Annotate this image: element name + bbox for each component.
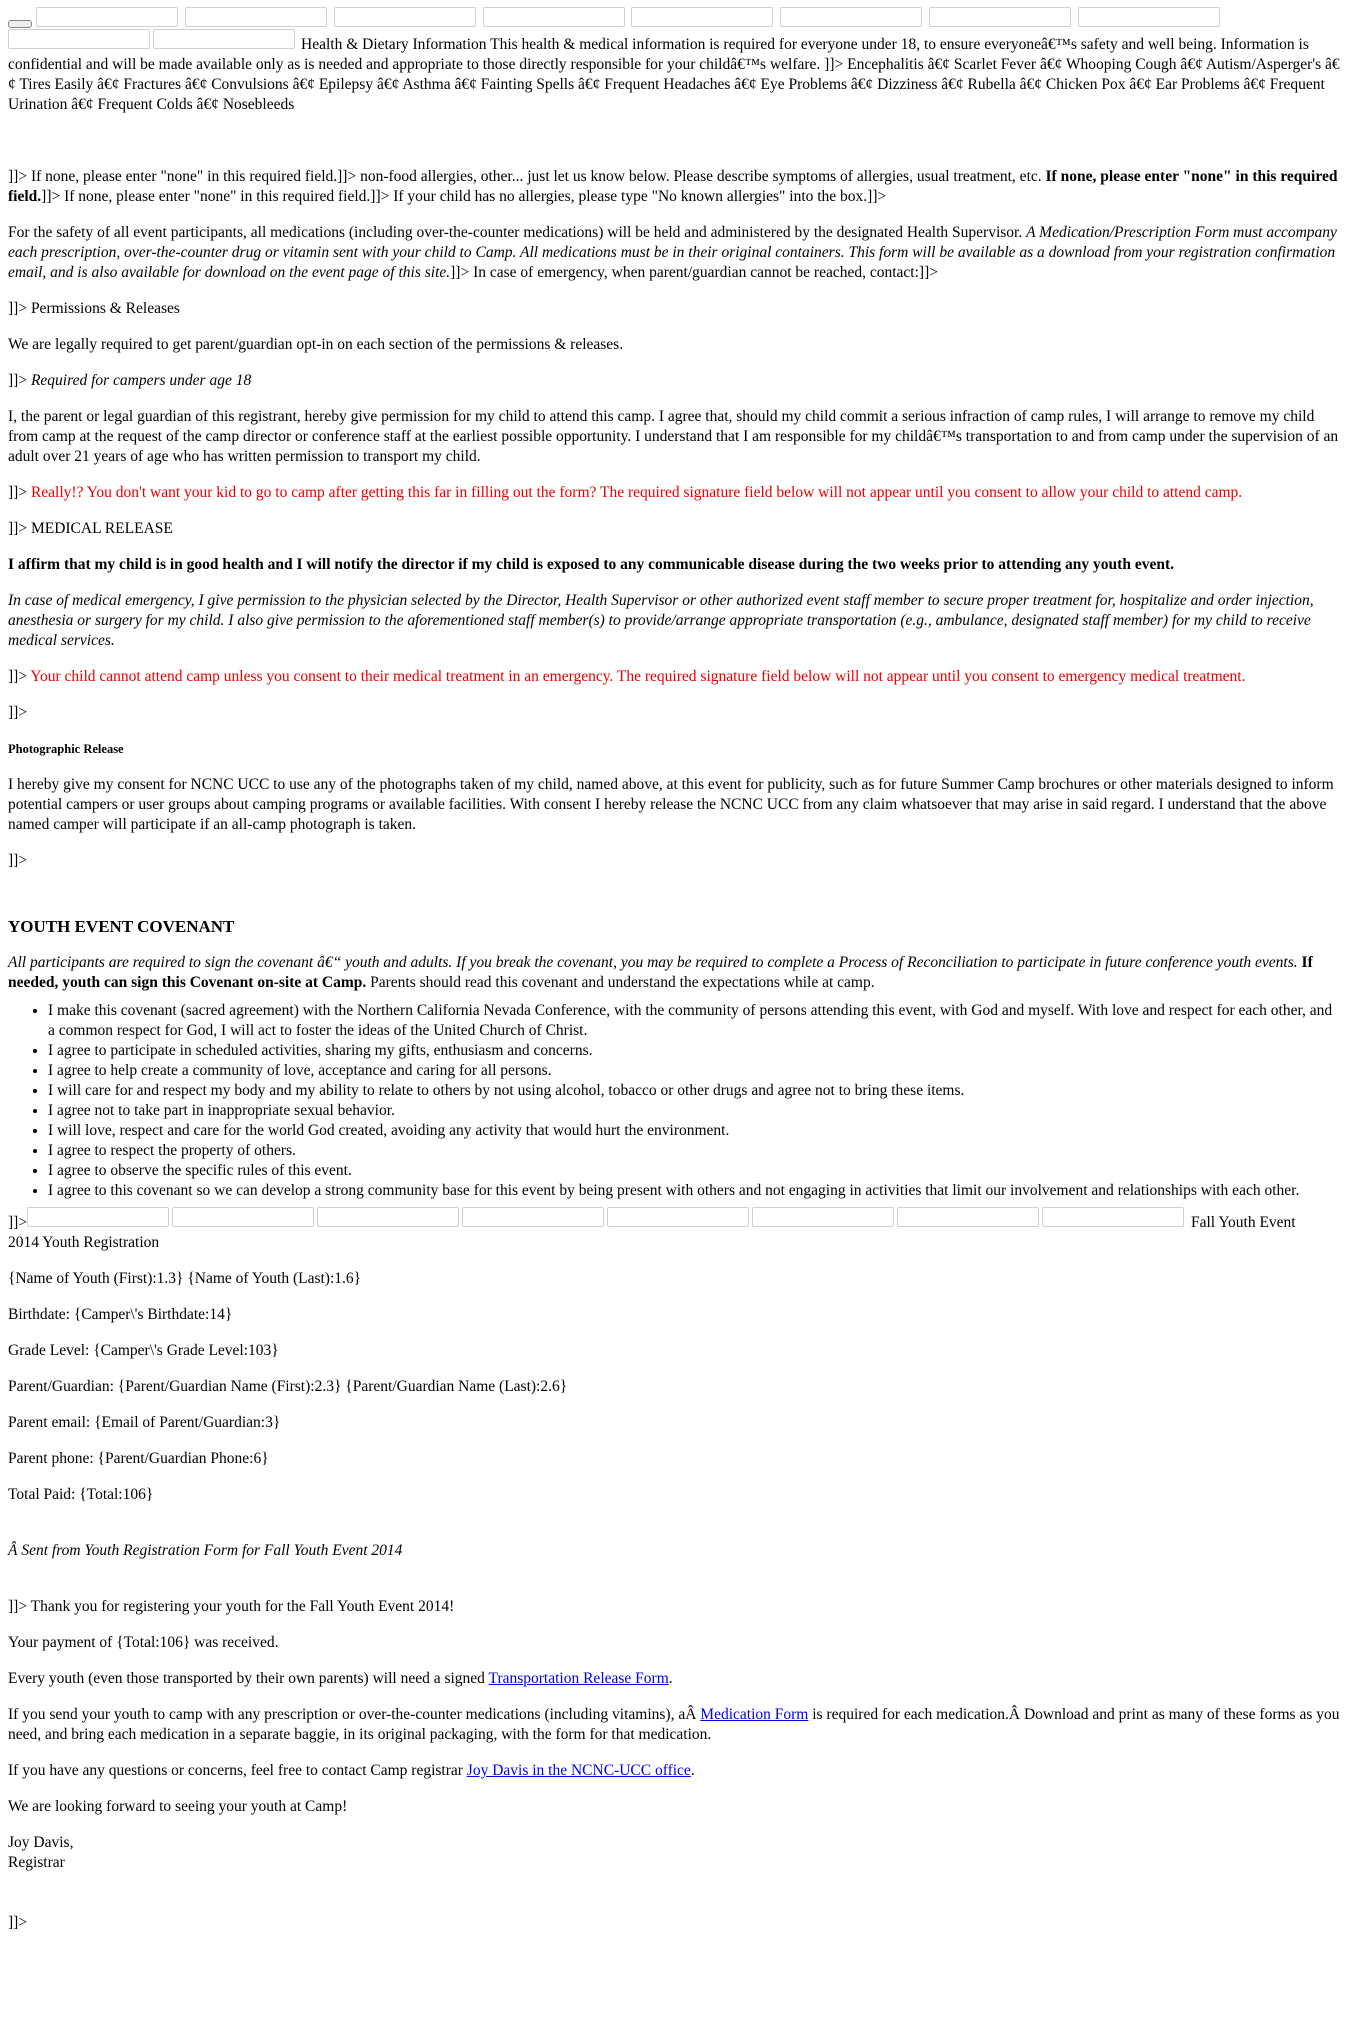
top-input-4[interactable] bbox=[483, 7, 625, 27]
covenant-item: • I make this covenant (sacred agreement) with the Northern California Nevada Conference, with the community of persons attending this event, with God and myself. With love and respect for each other, and a common respect for God, I will act to foster the ideas of the United Church of Christ. bbox=[48, 1001, 1341, 1041]
optin-text: We are legally required to get parent/guardian opt-in on each section of the permissions & releases. bbox=[8, 336, 624, 353]
medical-affirm-text: I affirm that my child is in good health and I will notify the director if my child is exposed to any communicable disease during the two weeks prior to attending any youth event. bbox=[8, 556, 1174, 573]
contact-text: If you have any questions or concerns, feel free to contact Camp registrar bbox=[8, 1762, 467, 1779]
confirmation-thanks: ]]> Thank you for registering your youth for the Fall Youth Event 2014! bbox=[8, 1598, 455, 1615]
allergies-text-3: ]]> If none, please enter "none" in this required field.]]> If your child has no allergies, please type "No known allergies" into the box.]]> bbox=[41, 188, 887, 205]
medical-warning-prefix: ]]> bbox=[8, 668, 31, 685]
summary-input-7[interactable] bbox=[897, 1207, 1039, 1227]
summary-input-4[interactable] bbox=[462, 1207, 604, 1227]
summary-phone: Parent phone: {Parent/Guardian Phone:6} bbox=[8, 1450, 269, 1467]
covenant-intro-italic: All participants are required to sign the covenant â€“ youth and adults. If you break the covenant, you may be required to complete a Process of Reconciliation to participate in future conference youth events. bbox=[8, 954, 1298, 971]
covenant-item: • I agree not to take part in inappropriate sexual behavior. bbox=[48, 1101, 1341, 1121]
medical-emergency bbox=[8, 591, 1341, 651]
contact-after: . bbox=[690, 1762, 695, 1779]
confirmation-medication bbox=[8, 1705, 1341, 1745]
summary-input-1[interactable] bbox=[27, 1207, 169, 1227]
covenant-item: • I agree to this covenant so we can develop a strong community base for this event by being present with others and not engaging in activities that limit our involvement and relationships with each other. bbox=[48, 1181, 1341, 1201]
photo-release-text: I hereby give my consent for NCNC UCC to use any of the photographs taken of my child, named above, at this event for publicity, such as for future Summer Camp brochures or other materials designed to inform potential campers or user groups about camping programs or available facilities. With consent I hereby release the NCNC UCC from any claim whatsoever that may arise in said regard. I understand that the above named camper will participate if an all-camp photograph is taken. bbox=[8, 776, 1334, 833]
transportation-release-link[interactable]: Transportation Release Form bbox=[488, 1670, 669, 1687]
covenant-item: • I agree to participate in scheduled activities, sharing my gifts, enthusiasm and concerns. bbox=[48, 1041, 1341, 1061]
confirmation-forward: We are looking forward to seeing your youth at Camp! bbox=[8, 1798, 348, 1815]
summary-sent-note bbox=[8, 1541, 1341, 1561]
confirmation-transport bbox=[8, 1669, 1341, 1689]
medications-text: For the safety of all event participants, all medications (including over-the-counter medications) will be held and administered by the designated Health Supervisor. bbox=[8, 224, 1027, 241]
required-italic: Required for campers under age 18 bbox=[30, 372, 252, 389]
summary-input-5[interactable] bbox=[607, 1207, 749, 1227]
top-input-3[interactable] bbox=[334, 7, 476, 27]
top-input-7[interactable] bbox=[929, 7, 1071, 27]
confirmation-close: ]]> bbox=[8, 1914, 28, 1931]
summary-grade: Grade Level: {Camper\'s Grade Level:103} bbox=[8, 1342, 279, 1359]
allergies-paragraph bbox=[8, 167, 1341, 207]
summary-parent: Parent/Guardian: {Parent/Guardian Name (First):2.3} {Parent/Guardian Name (Last):2.6} bbox=[8, 1378, 568, 1395]
signature-name: Joy Davis, bbox=[8, 1834, 74, 1851]
attend-consent-text: I, the parent or legal guardian of this registrant, hereby give permission for my child to attend this camp. I agree that, should my child commit a serious infraction of camp rules, I will arrange to remove my child from camp at the request of the camp director or conference staff at the earliest possible opportunity. I understand that I am responsible for my childâ€™s transportation to and from camp under the supervision of an adult over 21 years of age who has written permission to transport my child. bbox=[8, 408, 1339, 465]
photo-close: ]]> bbox=[8, 852, 28, 869]
emergency-contact-text: ]]> In case of emergency, when parent/guardian cannot be reached, contact:]]> bbox=[450, 264, 938, 281]
covenant-heading: YOUTH EVENT COVENANT bbox=[8, 917, 235, 936]
summary-youth-name: {Name of Youth (First):1.3} {Name of Youth (Last):1.6} bbox=[8, 1270, 362, 1287]
covenant-item: • I agree to respect the property of others. bbox=[48, 1141, 1341, 1161]
medication-form-link[interactable]: Medication Form bbox=[700, 1706, 809, 1723]
health-info-paragraph bbox=[8, 29, 1341, 115]
covenant-item: • I will love, respect and care for the world God created, avoiding any activity that would hurt the environment. bbox=[48, 1121, 1341, 1141]
allergies-text-bold: If none, please enter "none" in this required field. bbox=[8, 168, 1338, 205]
covenant-intro bbox=[8, 953, 1341, 993]
top-field-row bbox=[8, 7, 1341, 23]
permissions-heading: ]]> Permissions & Releases bbox=[8, 300, 180, 317]
required-prefix: ]]> bbox=[8, 372, 31, 389]
medical-release-heading: ]]> MEDICAL RELEASE bbox=[8, 520, 173, 537]
form-page bbox=[0, 7, 1349, 1933]
attend-warning-text: Really!? You don't want your kid to go to camp after getting this far in filling out the form? The required signature field below will not appear until you consent to allow your child to attend camp. bbox=[30, 484, 1243, 501]
summary-input-8[interactable] bbox=[1042, 1207, 1184, 1227]
signature-block bbox=[8, 1833, 1341, 1873]
medications-italic: A Medication/Prescription Form must accompany each prescription, over-the-counter drug or vitamin sent with your child to Camp. All medications must be in their original containers. This form will be available as a download from your registration confirmation email, and is also available for download on the event page of this site. bbox=[8, 224, 1337, 281]
transport-after: . bbox=[668, 1670, 673, 1687]
required-note bbox=[8, 371, 1341, 391]
photo-release-heading: Photographic Release bbox=[8, 742, 124, 756]
summary-email: Parent email: {Email of Parent/Guardian:3} bbox=[8, 1414, 281, 1431]
confirmation-payment: Your payment of {Total:106} was received. bbox=[8, 1634, 279, 1651]
medication-text: If you send your youth to camp with any prescription or over-the-counter medications (including vitamins), aÂ bbox=[8, 1706, 701, 1723]
attend-warning bbox=[8, 483, 1341, 503]
covenant-intro-bold: If needed, youth can sign this Covenant on-site at Camp. bbox=[8, 954, 1313, 991]
covenant-list bbox=[8, 1001, 1341, 1201]
top-input-5[interactable] bbox=[631, 7, 773, 27]
attend-warning-prefix: ]]> bbox=[8, 484, 31, 501]
summary-title-tail: Fall Youth Event bbox=[1190, 1214, 1296, 1231]
health-info-text: Health & Dietary Information This health & medical information is required for everyone under 18, to ensure everyoneâ€™s safety and well being. Information is confidential and will be made available only as is needed and appropriate to those directly responsible for your childâ€™s welfare. ]]> Encephalitis â€¢ Scarlet Fever â€¢ Whooping Cough â€¢ Autism/Asperger's â€¢ Tires Easily â€¢ Fractures â€¢ Convulsions â€¢ Epilepsy â€¢ Asthma â€¢ Fainting Spells â€¢ Frequent Headaches â€¢ Eye Problems â€¢ Dizziness â€¢ Rubella â€¢ Chicken Pox â€¢ Ear Problems â€¢ Frequent Urination â€¢ Frequent Colds â€¢ Nosebleeds bbox=[8, 36, 1340, 113]
signature-title: Registrar bbox=[8, 1854, 65, 1871]
registrar-contact-link[interactable]: Joy Davis in the NCNC-UCC office bbox=[466, 1762, 691, 1779]
summary-input-6[interactable] bbox=[752, 1207, 894, 1227]
summary-title-block bbox=[8, 1207, 1341, 1253]
summary-input-2[interactable] bbox=[172, 1207, 314, 1227]
top-input-1[interactable] bbox=[36, 7, 178, 27]
allergies-text-1: ]]> If none, please enter "none" in this required field.]]> non-food allergies, other... just let us know below. Please describe symptoms of allergies, usual treatment, etc. bbox=[8, 168, 1046, 185]
summary-sent-text: Â Sent from Youth Registration Form for Fall Youth Event 2014 bbox=[8, 1542, 403, 1559]
covenant-item: • I agree to observe the specific rules of this event. bbox=[48, 1161, 1341, 1181]
medical-warning bbox=[8, 667, 1341, 687]
small-button[interactable] bbox=[8, 20, 32, 28]
medications-paragraph bbox=[8, 223, 1341, 283]
top-input-8[interactable] bbox=[1078, 7, 1220, 27]
medical-warning-text: Your child cannot attend camp unless you consent to their medical treatment in an emergency. The required signature field below will not appear until you consent to emergency medical treatment. bbox=[30, 668, 1246, 685]
health-input-2[interactable] bbox=[153, 29, 295, 49]
transport-text: Every youth (even those transported by their own parents) will need a signed bbox=[8, 1670, 489, 1687]
summary-title-line2: 2014 Youth Registration bbox=[8, 1234, 160, 1251]
medical-affirm bbox=[8, 555, 1341, 575]
summary-input-3[interactable] bbox=[317, 1207, 459, 1227]
summary-paid: Total Paid: {Total:106} bbox=[8, 1486, 154, 1503]
covenant-intro-after: Parents should read this covenant and understand the expectations while at camp. bbox=[366, 974, 875, 991]
health-input-1[interactable] bbox=[8, 29, 150, 49]
confirmation-contact bbox=[8, 1761, 1341, 1781]
summary-prefix: ]]> bbox=[8, 1214, 28, 1231]
summary-field-row bbox=[8, 1207, 1341, 1233]
covenant-item: • I will care for and respect my body and my ability to relate to others by not using alcohol, tobacco or other drugs and agree not to bring these items. bbox=[48, 1081, 1341, 1101]
top-input-2[interactable] bbox=[185, 7, 327, 27]
summary-birthdate: Birthdate: {Camper\'s Birthdate:14} bbox=[8, 1306, 233, 1323]
medical-emergency-text: In case of medical emergency, I give permission to the physician selected by the Director, Health Supervisor or other authorized event staff member to secure proper treatment for, hospitalize and order injection, anesthesia or surgery for my child. I also give permission to the aforementioned staff member(s) to provide/arrange appropriate transportation (e.g., ambulance, designated staff member) for my child to receive medical services. bbox=[8, 592, 1314, 649]
covenant-item: • I agree to help create a community of love, acceptance and caring for all persons. bbox=[48, 1061, 1341, 1081]
medical-close: ]]> bbox=[8, 704, 28, 721]
top-input-6[interactable] bbox=[780, 7, 922, 27]
medication-after: is required for each medication.Â Download and print as many of these forms as you need, and bring each medication in a separate baggie, in its original packaging, with the form for that medication. bbox=[8, 1706, 1340, 1743]
